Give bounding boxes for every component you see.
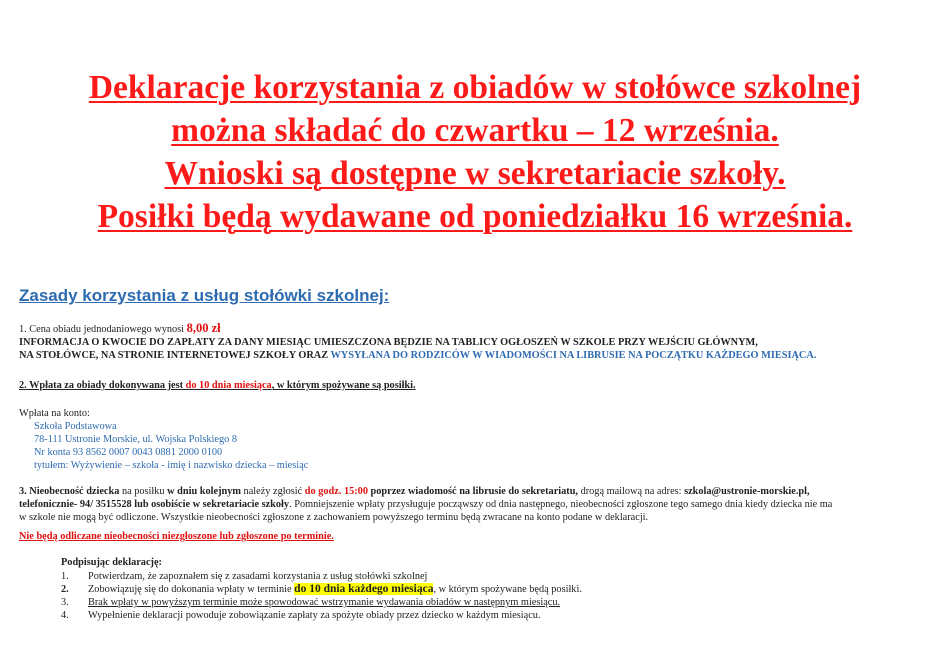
absence-heading: 3. Nieobecność dziecka bbox=[19, 486, 120, 497]
librus-info: WYSYŁANA DO RODZICÓW W WIADOMOŚCI NA LIBRUSIE NA POCZĄTKU KAŻDEGO MIESIĄCA. bbox=[330, 350, 817, 361]
absence-line-1 bbox=[19, 486, 810, 498]
item-number: 1. bbox=[61, 571, 69, 582]
section-title: Zasady korzystania z usług stołówki szkolnej: bbox=[19, 286, 390, 305]
absence-text: należy zgłosić bbox=[240, 486, 305, 497]
headline-line: Posiłki będą wydawane od poniedziałku 16 września. bbox=[97, 198, 853, 235]
headline-line: Wnioski są dostępne w sekretariacie szkoły. bbox=[164, 155, 786, 192]
info-line-2-text: NA STOŁÓWCE, NA STRONIE INTERNETOWEJ SZKOŁY ORAZ bbox=[19, 350, 331, 361]
absence-librus: poprzez wiadomość na librusie do sekretariatu, bbox=[367, 486, 578, 497]
announcement-headline bbox=[0, 66, 950, 238]
item-text: Zobowiązuję się do dokonania wpłaty w terminie bbox=[88, 584, 295, 595]
item-number: 3. bbox=[61, 597, 69, 608]
info-line-1: INFORMACJA O KWOCIE DO ZAPŁATY ZA DANY MIESIĄC UMIESZCZONA BĘDZIE NA TABLICY OGŁOSZEŃ W SZKOLE PRZY WEJŚCIU GŁÓWNYM, bbox=[19, 337, 758, 348]
item-highlight: do 10 dnia każdego miesiąca bbox=[294, 583, 434, 595]
absence-phone: telefonicznie- 94/ 3515528 lub osobiście w sekretariacie szkoły bbox=[19, 499, 290, 510]
account-label: Wpłata na konto: bbox=[19, 408, 90, 419]
list-item bbox=[58, 596, 582, 609]
absence-text: na posiłku bbox=[119, 486, 168, 497]
price-label: 1. Cena obiadu jednodaniowego wynosi bbox=[19, 324, 187, 335]
item-number: 2. bbox=[61, 584, 69, 595]
payment-deadline-line bbox=[19, 380, 416, 392]
list-item bbox=[58, 609, 582, 622]
payment-suffix: , w którym spożywane są posiłki. bbox=[271, 380, 416, 391]
school-email: szkola@ustronie-morskie.pl, bbox=[684, 486, 810, 497]
absence-line-3: w szkole nie mogą być odliczone. Wszystkie nieobecności zgłoszone z zachowaniem powyższego terminu będą zwracane na konto podane w deklaracji. bbox=[19, 512, 649, 523]
price-line bbox=[19, 322, 221, 336]
signing-list bbox=[58, 556, 582, 622]
account-title: tytułem: Wyżywienie – szkoła - imię i nazwisko dziecka – miesiąc bbox=[34, 460, 309, 471]
list-item bbox=[58, 583, 582, 596]
item-text: , w którym spożywane będą posiłki. bbox=[433, 584, 582, 595]
item-number: 4. bbox=[61, 610, 69, 621]
headline-line: można składać do czwartku – 12 września. bbox=[171, 112, 779, 149]
warning-text: Nie będą odliczane nieobecności niezgłoszone lub zgłoszone po terminie. bbox=[19, 531, 334, 542]
signing-heading: Podpisując deklarację: bbox=[61, 557, 162, 568]
account-line: 78-111 Ustronie Morskie, ul. Wojska Polskiego 8 bbox=[34, 434, 238, 445]
headline-line: Deklaracje korzystania z obiadów w stołówce szkolnej bbox=[88, 69, 862, 106]
list-item bbox=[58, 570, 582, 583]
price-value: 8,00 zł bbox=[186, 321, 221, 335]
account-number: Nr konta 93 8562 0007 0043 0881 2000 0100 bbox=[34, 447, 223, 458]
absence-hour: do godz. 15:00 bbox=[304, 486, 368, 497]
payment-deadline: do 10 dnia miesiąca bbox=[185, 380, 272, 391]
item-text: Potwierdzam, że zapoznałem się z zasadami korzystania z usług stołówki szkolnej bbox=[88, 571, 428, 582]
absence-text: drogą mailową na adres: bbox=[578, 486, 685, 497]
payment-text: 2. Wpłata za obiady dokonywana jest bbox=[19, 380, 186, 391]
account-line: Szkoła Podstawowa bbox=[34, 421, 117, 432]
item-text: Wypełnienie deklaracji powoduje zobowiązanie zapłaty za spożyte obiady przez dziecko w każdym miesiącu. bbox=[88, 610, 541, 621]
item-text: Brak wpłaty w powyższym terminie może spowodować wstrzymanie wydawania obiadów w następnym miesiącu. bbox=[88, 597, 561, 608]
absence-day: w dniu kolejnym bbox=[167, 486, 241, 497]
absence-line-2 bbox=[19, 499, 832, 511]
info-line-2 bbox=[19, 350, 816, 362]
absence-text: . Pomniejszenie wpłaty przysługuje począwszy od dnia następnego, nieobecności zgłoszone tego samego dnia kiedy dziecka nie ma bbox=[289, 499, 833, 510]
